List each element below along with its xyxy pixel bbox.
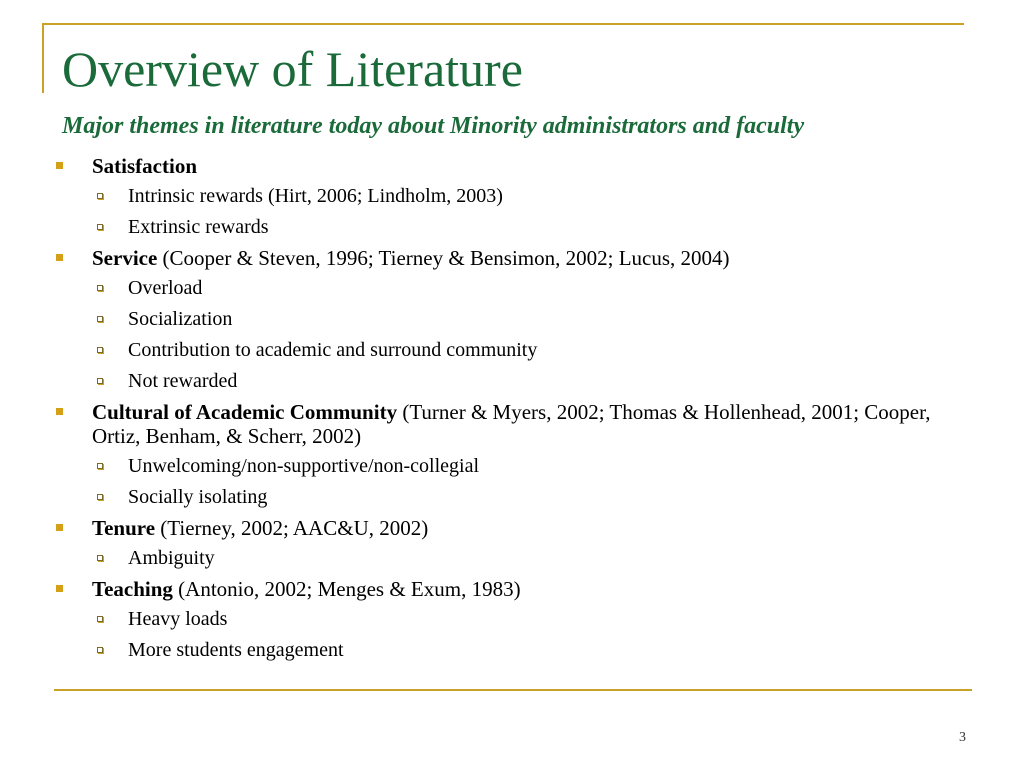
bullet-citation: (Cooper & Steven, 1996; Tierney & Bensimon, 2002; Lucus, 2004) [157,246,730,270]
sub-bullet-item [92,215,954,239]
sub-bullet-list [92,546,954,570]
hollow-square-bullet-icon [97,224,103,230]
hollow-square-bullet-icon [97,555,103,561]
sub-bullet-text: Contribution to academic and surround community [128,339,538,361]
sub-bullet-text: More students engagement [128,639,344,661]
square-bullet-icon [56,408,63,415]
square-bullet-icon [56,585,63,592]
slide-title: Overview of Literature [62,41,523,97]
sub-bullet-text: Ambiguity [128,547,215,569]
bullet-item [54,577,954,662]
frame-top-rule [42,23,964,25]
sub-bullet-item [92,184,954,208]
bullet-list [54,154,954,669]
sub-bullet-list [92,276,954,393]
square-bullet-icon [56,162,63,169]
sub-bullet-text: Unwelcoming/non-supportive/non-collegial [128,455,480,477]
bullet-heading: Tenure [92,516,156,540]
bullet-heading: Service [92,246,158,270]
sub-bullet-item [92,276,954,300]
sub-bullet-text: Socialization [128,308,233,330]
frame-left-rule [42,23,44,93]
sub-bullet-text: Intrinsic rewards (Hirt, 2006; Lindholm, 2003) [128,185,503,207]
bullet-citation: (Turner & Myers, 2002; Thomas & Hollenhead, 2001; Cooper, Ortiz, Benham, & Scherr, 2002) [92,400,931,448]
sub-bullet-item [92,638,954,662]
sub-bullet-list [92,184,954,239]
bullet-heading: Teaching [92,577,173,601]
hollow-square-bullet-icon [97,347,103,353]
sub-bullet-list [92,454,954,509]
hollow-square-bullet-icon [97,285,103,291]
sub-bullet-text: Socially isolating [128,486,268,508]
bullet-heading: Satisfaction [92,154,197,178]
square-bullet-icon [56,254,63,261]
bullet-citation: (Antonio, 2002; Menges & Exum, 1983) [172,577,521,601]
sub-bullet-item [92,307,954,331]
sub-bullet-item [92,454,954,478]
sub-bullet-text: Not rewarded [128,370,238,392]
hollow-square-bullet-icon [97,463,103,469]
sub-bullet-item [92,485,954,509]
bullet-item [54,400,954,509]
bullet-heading: Cultural of Academic Community [92,400,398,424]
hollow-square-bullet-icon [97,494,103,500]
sub-bullet-item [92,607,954,631]
bullet-citation: (Tierney, 2002; AAC&U, 2002) [155,516,429,540]
hollow-square-bullet-icon [97,616,103,622]
sub-bullet-text: Overload [128,277,203,299]
square-bullet-icon [56,524,63,531]
hollow-square-bullet-icon [97,316,103,322]
footer-rule [54,689,972,691]
sub-bullet-item [92,338,954,362]
bullet-item [54,246,954,393]
hollow-square-bullet-icon [97,378,103,384]
hollow-square-bullet-icon [97,647,103,653]
slide-subtitle: Major themes in literature today about Minority administrators and faculty [62,113,805,139]
bullet-item [54,516,954,570]
bullet-item [54,154,954,239]
sub-bullet-text: Extrinsic rewards [128,216,269,238]
sub-bullet-list [92,607,954,662]
sub-bullet-item [92,369,954,393]
hollow-square-bullet-icon [97,193,103,199]
sub-bullet-item [92,546,954,570]
sub-bullet-text: Heavy loads [128,608,228,630]
page-number: 3 [959,730,966,745]
